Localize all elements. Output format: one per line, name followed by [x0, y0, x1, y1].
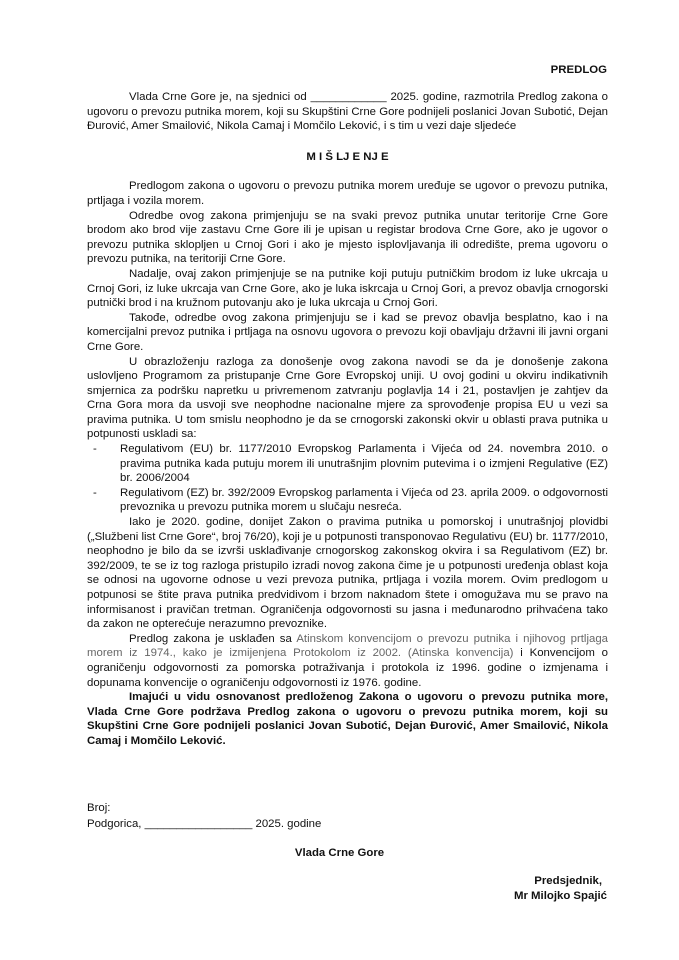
document-title: M I Š LJ E NJ E: [306, 150, 389, 163]
paragraph: Predlogom zakona o ugovoru o prevozu putnika morem uređuje se ugovor o prevozu putnika, prtljaga i vozila morem.: [87, 180, 608, 207]
convention-reference: Atinskom konvencijom o prevozu putnika i njihovog prtljaga morem iz 1974., kako je izmijenjena Protokolom iz 2002. (Atinska konvencija): [87, 632, 608, 660]
paragraph: Odredbe ovog zakona primjenjuju se na svaki prevoz putnika unutar teritorije Crne Gore brodom ako brod vije zastavu Crne Gore ili je upisan u registar brodova Crne Gore, ako je ugovor o prevozu putnika sklopljen u Crnoj Gori i ako je mjesto isplovljavanja ili odredište, prema ugovoru o prevozu putnika, na teritoriji Crne Gore.: [87, 209, 608, 266]
document-label: PREDLOG: [550, 64, 607, 76]
text: i Konvencijom o ograničenju odgovornosti za pomorska potraživanja i protokola iz 1996. godine o izmjenama i dopunama konvencije o ograničenju odgovornosti iz 1976. godine.: [87, 647, 608, 689]
list-item: - Regulativom (EU) br. 1177/2010 Evropskog Parlamenta i Vijeća od 24. novembra 2010. o pravima putnika kada putuju morem ili unutrašnjim plovnim putevima i o izmjeni Regulative (EZ) br. 2006/2004: [87, 442, 608, 486]
regulation-list: [87, 442, 608, 515]
document-body: [87, 90, 608, 749]
government-name: Vlada Crne Gore: [294, 847, 385, 859]
paragraph: U obrazloženju razloga za donošenje ovog zakona navodi se da je donošenje zakona uslovljeno Programom za pristupanje Crne Gore Evropskoj uniji. U ovoj godini u okviru indikativnih smjernica za podršku napretku u privremenom zatvranju poglavlja 14 i 21, postavljen je zahtjev da Crna Gora mora da usvoji sve neophodne nacionalne mjere za sprovođenje propisa EU u vezi sa pravima putnika. U tom smislu neophodno je da se crnogorski zakonski okvir u oblasti prava putnika u potpunosti uskladi sa:: [87, 355, 608, 441]
intro-paragraph: Vlada Crne Gore je, na sjednici od ____________ 2025. godine, razmotrila Predlog zakona o ugovoru o prevozu putnika morem, koji su Skupštini Crne Gore podnijeli poslanici Jovan Subotić, Dejan Đurović, Amer Smailović, Nikola Camaj i Momčilo Leković, i s tim u vezi daje sljedeće: [87, 91, 608, 133]
place-date: Podgorica, _________________ 2025. godine: [87, 818, 322, 830]
signature-block: [514, 874, 607, 903]
paragraph: Nadalje, ovaj zakon primjenjuje se na putnike koji putuju putničkim brodom iz luke ukrcaja u Crnoj Gori, iz luke ukrcaja van Crne Gore, ako je luka iskrcaja u Crnoj Gori, a prevoz obavlja crnogorski putnički brod i na kružnom putovanju ako je luka ukrcaja u Crnoj Gori.: [87, 267, 608, 310]
text: Predlog zakona je usklađen sa: [129, 632, 297, 645]
signatory-name: Mr Milojko Spajić: [513, 889, 607, 902]
paragraph: Iako je 2020. godine, donijet Zakon o pravima putnika u pomorskoj i unutrašnjoj plovidbi („Službeni list Crne Gore“, broj 76/20), koji je u potpunosti transponovao Regulativu (EU) br. 1177/2010, neophodno je bilo da se izvrši usklađivanje crnogorskog zakonskog okvira i sa Regulativom (EZ) br. 392/2009, te se iz tog razloga pristupilo izradi novog zakona čime je u potpunosti uređenja oblast koja se odnosi na ugovorne odnose u vezi prevoza putnika, prtljaga i vozila morem. Ovim predlogom u potpunosi se štite prava putnika predvidivom i brzom naknadom štete i omogužava mu se pravo na informisanost i pravičan tretman. Ograničenja odgovornosti su jasna i međunarodno prihvaćena tako da zakon ne opterećuje nerazumno prevoznike.: [87, 516, 608, 631]
paragraph: Takođe, odredbe ovog zakona primjenjuju se i kad se prevoz obavlja besplatno, kao i na komercijalni prevoz putnika i prtljaga na osnovu ugovora o prevozu koji obavljaju državni ili javni organi Crne Gore.: [87, 311, 608, 353]
paragraph-atinska: [87, 632, 608, 690]
signatory-title: Predsjednik,: [534, 875, 602, 887]
conclusion-paragraph: Imajući u vidu osnovanost predloženog Zakona o ugovoru o prevozu putnika more, Vlada Crne Gore podržava Predlog zakona o ugovoru o prevozu putnika morem, koji su Skupštini Crne Gore podnijeli poslanici Jovan Subotić, Dejan Đurović, Amer Smailović, Nikola Camaj i Momčilo Leković.: [87, 691, 608, 747]
list-item: - Regulativom (EZ) br. 392/2009 Evropskog parlamenta i Vijeća od 23. aprila 2009. o odgovornosti prevoznika u prevozu putnika morem u slučaju nesreća.: [87, 486, 608, 515]
document-number: Broj:: [87, 802, 111, 814]
